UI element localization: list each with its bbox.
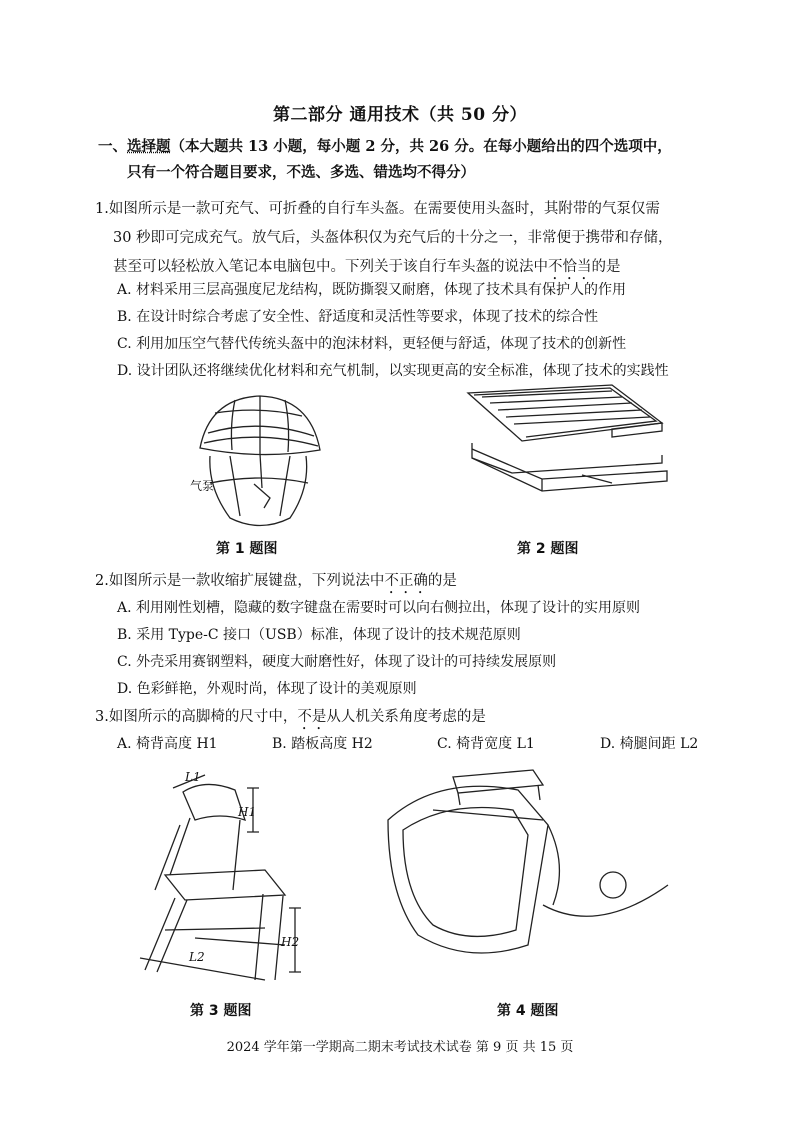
q1-line-3: 甚至可以轻松放入笔记本电脑包中。下列关于该自行车头盔的说法中 — [113, 259, 548, 275]
q2-stem: 如图所示是一款收缩扩展键盘，下列说法中 — [108, 573, 385, 589]
q3-option-c: C. 椅背宽度 L1 — [437, 736, 535, 752]
label-l1: L1 — [185, 770, 201, 784]
q2-option-c: C. 外壳采用赛钢塑料，硬度大耐磨性好，体现了设计的可持续发展原则 — [117, 654, 557, 670]
q1-emphasis: 不恰当 — [548, 259, 592, 275]
section-heading — [98, 132, 718, 161]
label-h2: H2 — [281, 935, 300, 949]
q2-option-b: B. 采用 Type-C 接口（USB）标准，体现了设计的技术规范原则 — [117, 627, 521, 643]
pump-label: 气泵 — [190, 479, 215, 493]
q3-emphasis: 不是 — [297, 709, 327, 725]
question-1 — [95, 195, 673, 283]
label-h1: H1 — [238, 805, 257, 819]
question-2 — [95, 567, 457, 597]
section-desc-2: 只有一个符合题目要求，不选、多选、错选均不得分） — [127, 164, 475, 181]
label-l2: L2 — [189, 950, 205, 964]
helmet-figure — [180, 388, 340, 533]
page-footer: 2024 学年第一学期高二期末考试技术试卷 第 9 页 共 15 页 — [226, 1040, 574, 1055]
figure-3-caption: 第 3 题图 — [190, 1003, 252, 1019]
high-chair-figure — [135, 770, 315, 985]
section-number: 一、 — [98, 138, 127, 155]
q2-emphasis: 不正确 — [384, 573, 428, 589]
q1-option-d: D. 设计团队还将继续优化材料和充气机制，以实现更高的安全标准，体现了技术的实践性 — [117, 363, 669, 379]
figure-4-caption: 第 4 题图 — [497, 1003, 559, 1019]
figure-2-caption: 第 2 题图 — [517, 541, 579, 557]
figure-1-caption: 第 1 题图 — [216, 541, 278, 557]
section-desc-1: （本大题共 13 小题，每小题 2 分，共 26 分。在每小题给出的四个选项中， — [170, 138, 672, 155]
device-figure — [378, 765, 638, 980]
q2-option-a: A. 利用刚性划槽，隐藏的数字键盘在需要时可以向右侧拉出，体现了设计的实用原则 — [117, 600, 641, 616]
q2-options — [117, 595, 640, 703]
q2-option-d: D. 色彩鲜艳，外观时尚，体现了设计的美观原则 — [117, 681, 417, 697]
q1-line-3-end: 的是 — [591, 259, 621, 275]
q3-option-a: A. 椅背高度 H1 — [117, 736, 218, 752]
q2-number: 2. — [95, 573, 109, 589]
q3-option-d: D. 椅腿间距 L2 — [600, 736, 699, 752]
q1-option-a: A. 材料采用三层高强度尼龙结构，既防撕裂又耐磨，体现了技术具有保护人的作用 — [117, 282, 627, 298]
q1-line-1: 如图所示是一款可充气、可折叠的自行车头盔。在需要使用头盔时，其附带的气泵仅需 — [108, 201, 660, 217]
q1-option-b: B. 在设计时综合考虑了安全性、舒适度和灵活性等要求，体现了技术的综合性 — [117, 309, 599, 325]
q1-options — [117, 277, 669, 385]
keyboard-figure — [462, 383, 672, 498]
q3-number: 3. — [95, 709, 109, 725]
question-3 — [95, 703, 486, 733]
q1-option-c: C. 利用加压空气替代传统头盔中的泡沫材料，更轻便与舒适，体现了技术的创新性 — [117, 336, 627, 352]
q2-stem-end: 的是 — [427, 573, 457, 589]
q1-line-2: 30 秒即可完成充气。放气后，头盔体积仅为充气后的十分之一，非常便于携带和存储， — [113, 230, 673, 246]
page-title: 第二部分 通用技术（共 50 分） — [273, 105, 527, 125]
q3-stem: 如图所示的高脚椅的尺寸中， — [108, 709, 298, 725]
section-title: 选择题 — [127, 138, 171, 155]
q1-number: 1. — [95, 201, 109, 217]
q3-option-b: B. 踏板高度 H2 — [272, 736, 373, 752]
q3-stem-end: 从人机关系角度考虑的是 — [326, 709, 486, 725]
